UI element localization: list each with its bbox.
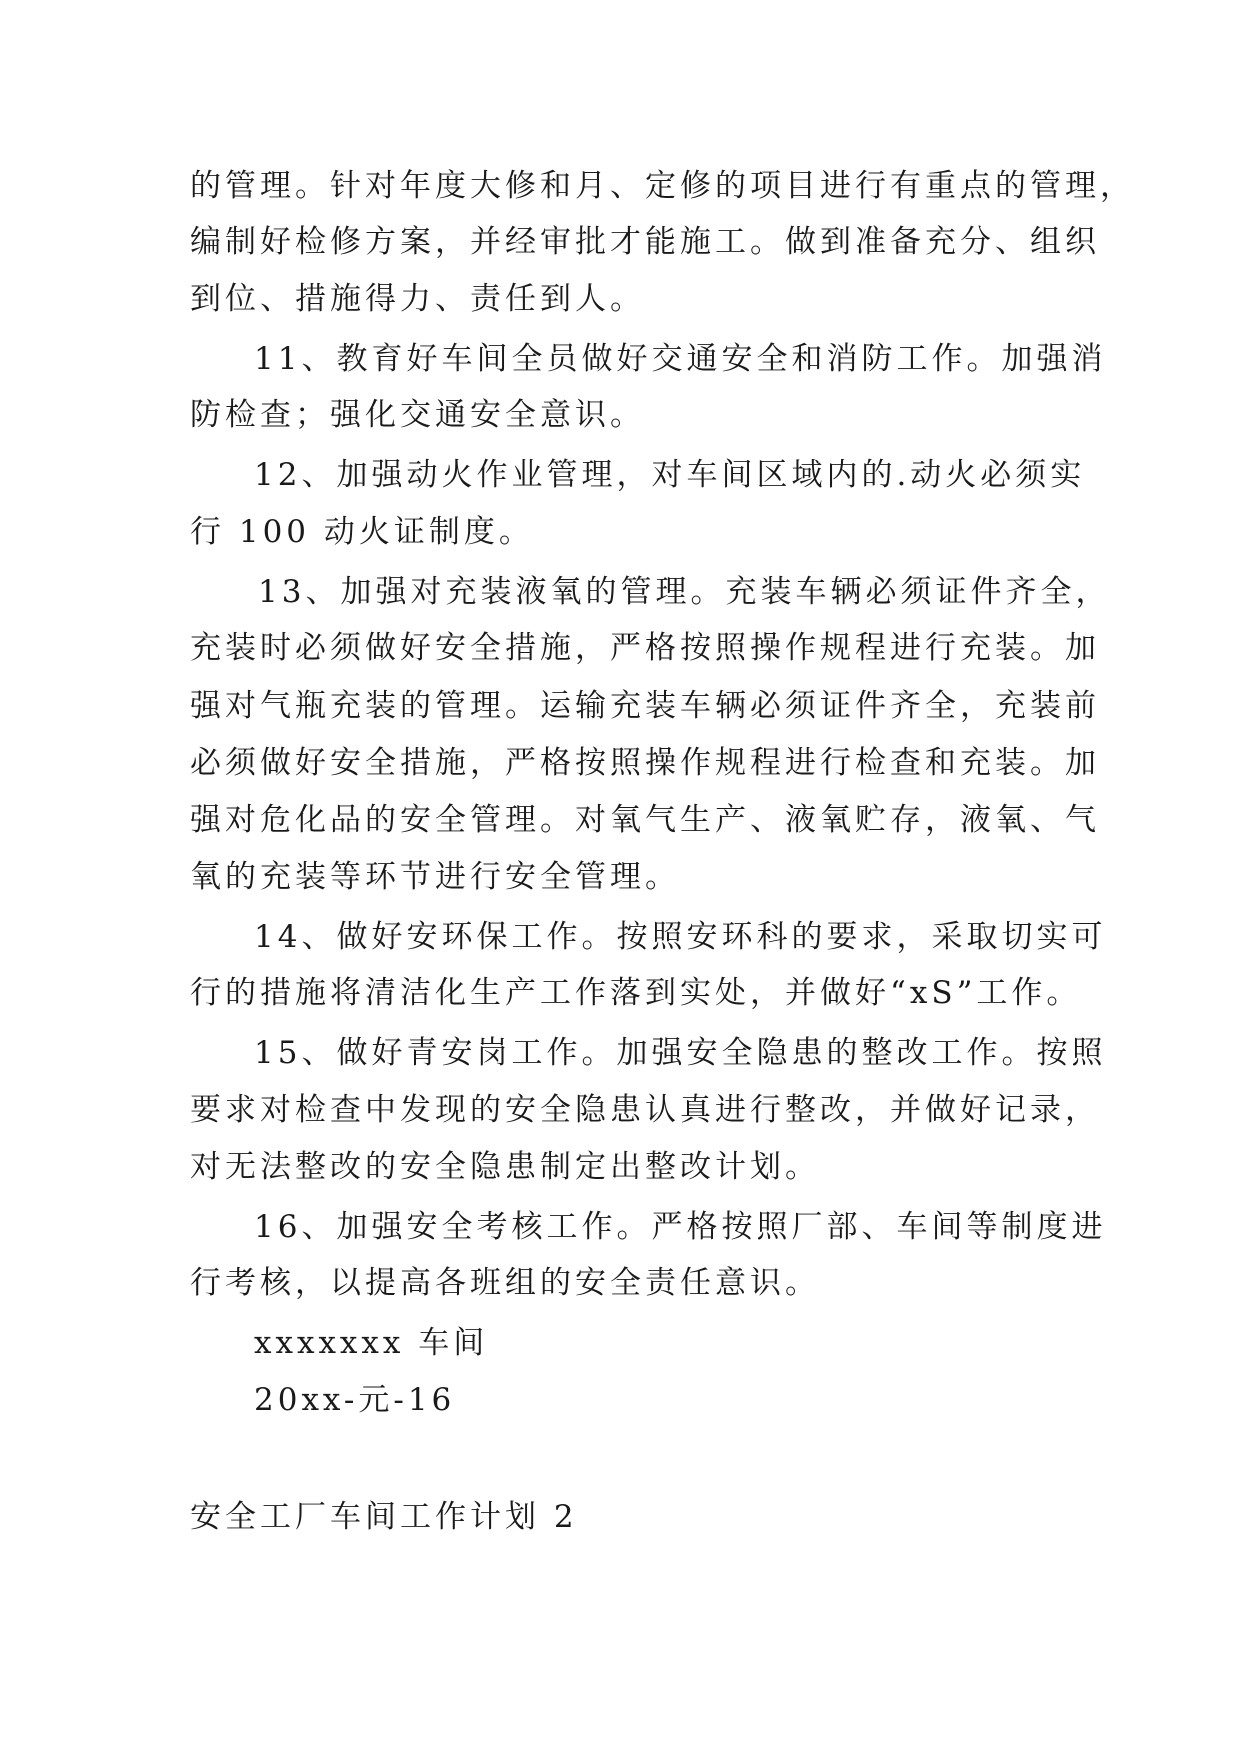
text-line: 15、做好青安岗工作。加强安全隐患的整改工作。按照 xyxy=(254,1035,1107,1071)
text-line: 行 100 动火证制度。 xyxy=(190,514,534,550)
text-line: 的管理。针对年度大修和月、定修的项目进行有重点的管理， xyxy=(190,168,1135,204)
text-line: 防检查；强化交通安全意识。 xyxy=(190,397,645,433)
text-line: 11、教育好车间全员做好交通安全和消防工作。加强消 xyxy=(254,341,1107,377)
text-line: 编制好检修方案，并经审批才能施工。做到准备充分、组织 xyxy=(190,224,1100,260)
signature-date: 20xx-元-16 xyxy=(254,1382,456,1418)
text-line: 12、加强动火作业管理，对车间区域内的.动火必须实 xyxy=(254,457,1086,493)
text-line: 行的措施将清洁化生产工作落到实处，并做好“xS”工作。 xyxy=(190,975,1082,1011)
text-line: 到位、措施得力、责任到人。 xyxy=(190,281,645,317)
text-line: 氧的充装等环节进行安全管理。 xyxy=(190,859,680,895)
text-line: 13、加强对充装液氧的管理。充装车辆必须证件齐全， xyxy=(258,574,1111,610)
text-line: 强对危化品的安全管理。对氧气生产、液氧贮存，液氧、气 xyxy=(190,802,1100,838)
signature-workshop: xxxxxxx 车间 xyxy=(254,1325,489,1361)
text-line: 行考核，以提高各班组的安全责任意识。 xyxy=(190,1265,820,1301)
text-line: 要求对检查中发现的安全隐患认真进行整改，并做好记录， xyxy=(190,1092,1100,1128)
section-heading: 安全工厂车间工作计划 2 xyxy=(190,1499,578,1535)
text-line: 充装时必须做好安全措施，严格按照操作规程进行充装。加 xyxy=(190,630,1100,666)
text-line: 强对气瓶充装的管理。运输充装车辆必须证件齐全，充装前 xyxy=(190,688,1100,724)
text-line: 14、做好安环保工作。按照安环科的要求，采取切实可 xyxy=(254,919,1107,955)
text-line: 对无法整改的安全隐患制定出整改计划。 xyxy=(190,1149,820,1185)
text-line: 16、加强安全考核工作。严格按照厂部、车间等制度进 xyxy=(254,1209,1107,1245)
text-line: 必须做好安全措施，严格按照操作规程进行检查和充装。加 xyxy=(190,745,1100,781)
